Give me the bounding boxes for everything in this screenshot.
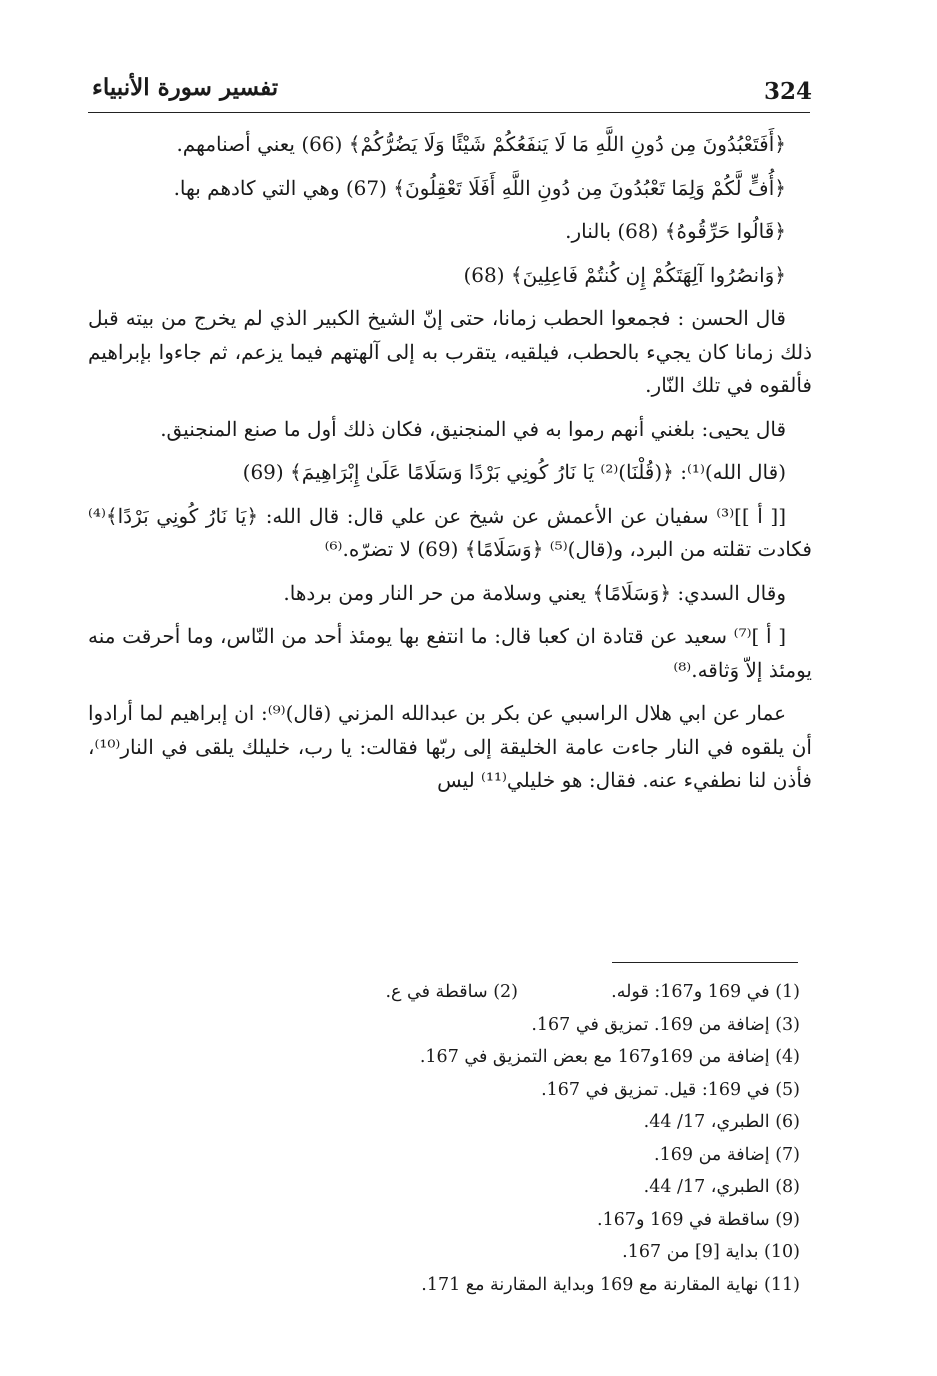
paragraph: قال يحيى: بلغني أنهم رموا به في المنجنيق، فكان ذلك أول ما صنع المنجنيق. [160,416,786,441]
footnote: (9) ساقطة في 169 و167. [597,1209,800,1230]
footnote: (7) إضافة من 169. [654,1144,800,1165]
paragraph: عمار عن ابي هلال الراسبي عن بكر بن عبدالله المزني (قال)⁽⁹⁾: ان إبراهيم لما أرادوا أن يلقوه في النار جاءت عامة الخليقة إلى ربّها فقالت: يا رب، خليلك يلقى في النار⁽¹⁰⁾، فأذن لنا نطفيء عنه. فقال: هو خليلي⁽¹¹⁾ ليس [88,701,812,792]
footnote: (1) في 169 و167: قوله. [611,982,800,1002]
main-text [88,128,812,808]
running-title: تفسير سورة الأنبياء [92,74,279,101]
footnote: (4) إضافة من 169و167 مع بعض التمزيق في 167. [419,1047,800,1067]
footnote: (3) إضافة من 169. تمزيق في 167. [531,1014,800,1035]
paragraph: ﴿وَانصُرُوا آلِهَتَكُمْ إِن كُنتُمْ فَاعِلِينَ﴾ (68) [463,262,786,287]
footnote: (8) الطبري، 17/ 44. [643,1177,800,1197]
header-rule [88,112,810,113]
footnote: (2) ساقطة في ع. [385,982,518,1002]
paragraph: وقال السدي: ﴿وَسَلَامًا﴾ يعني وسلامة من حر النار ومن بردها. [283,580,786,605]
footnote-row [200,976,800,1009]
paragraph: ﴿قَالُوا حَرِّقُوهُ﴾ (68) بالنار. [565,219,786,243]
footnotes [200,976,800,1301]
paragraph: [ أ ]⁽⁷⁾ سعيد عن قتادة ان كعبا قال: ما انتفع بها يومئذ أحد من النّاس، وما أحرقت منه يومئذ إلاّ وَثاقه.⁽⁸⁾ [88,624,812,682]
footnote: (5) في 169: قيل. تمزيق في 167. [541,1079,800,1100]
footnote-rule [612,962,798,963]
page-number: 324 [764,78,813,105]
footnote: (10) بداية [9] من 167. [622,1242,800,1262]
paragraph: [[ أ ]]⁽³⁾ سفيان عن الأعمش عن شيخ عن علي قال: قال الله: ﴿يَا نَارُ كُونِي بَرْدًا﴾⁽⁴⁾ فكادت تقلته من البرد، و(قال)⁽⁵⁾ ﴿وَسَلَامًا﴾ (69) لا تضرّه.⁽⁶⁾ [88,503,812,561]
paragraph: ﴿أَفَتَعْبُدُونَ مِن دُونِ اللَّهِ مَا لَا يَنفَعُكُمْ شَيْئًا وَلَا يَضُرُّكُمْ﴾ (66) يعني أصنامهم. [176,132,786,156]
paragraph: قال الحسن : فجمعوا الحطب زمانا، حتى إنّ الشيخ الكبير الذي لم يخرج من بيته قبل ذلك زمانا كان يجيء بالحطب، فيلقيه، يتقرب به إلى آلهتهم فيما يزعم، ثم جاءوا بإبراهيم فألقوه في تلك النّار. [88,306,812,397]
footnote: (6) الطبري، 17/ 44. [643,1112,800,1132]
paragraph: (قال الله)⁽¹⁾: ﴿(قُلْنَا)⁽²⁾ يَا نَارُ كُونِي بَرْدًا وَسَلَامًا عَلَىٰ إِبْرَاهِيمَ﴾ (69) [242,460,786,484]
paragraph: ﴿أُفٍّ لَّكُمْ وَلِمَا تَعْبُدُونَ مِن دُونِ اللَّهِ أَفَلَا تَعْقِلُونَ﴾ (67) وهي التي كادهم بها. [173,175,786,200]
footnote: (11) نهاية المقارنة مع 169 وبداية المقارنة مع 171. [421,1274,800,1295]
